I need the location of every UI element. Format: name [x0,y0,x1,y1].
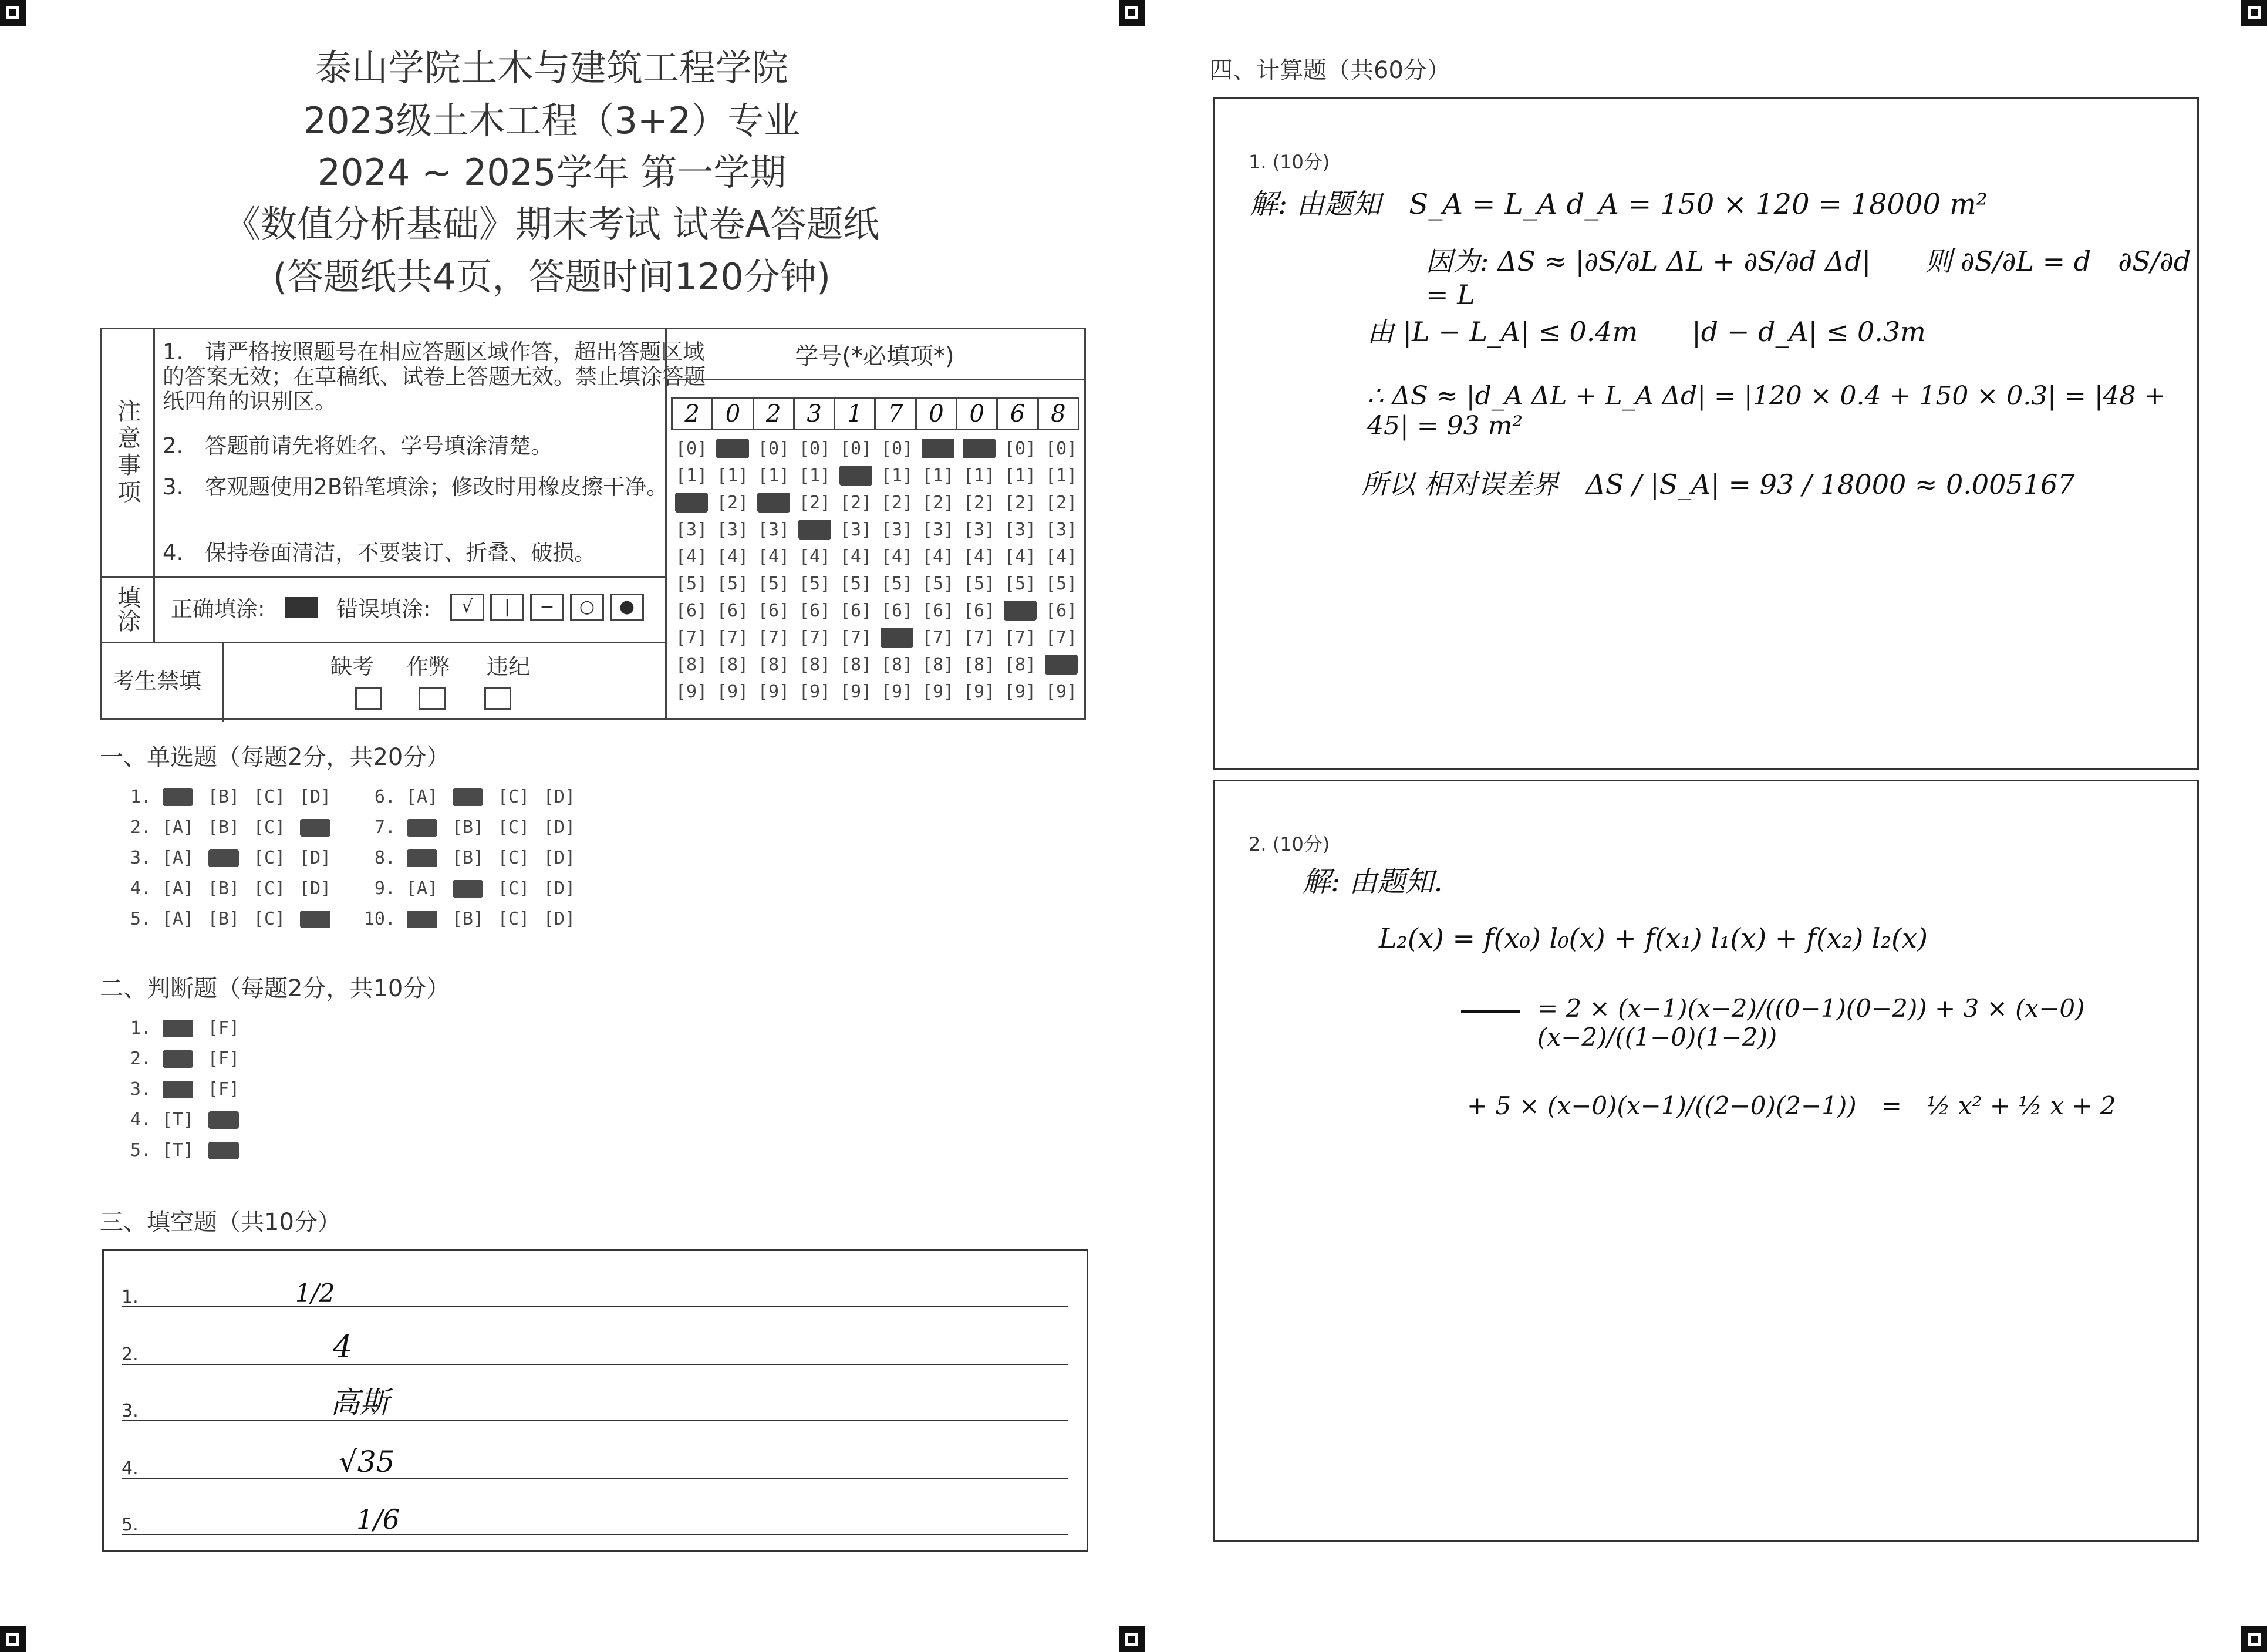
choice-option-b[interactable]: [B] [453,878,485,899]
student-id-bubble[interactable]: [6] [1004,600,1037,621]
student-id-bubble[interactable]: [4] [963,547,996,567]
choice-option-c[interactable]: [C] [253,848,286,868]
choice-question-num: 8. [374,848,396,868]
student-id-bubble-row [671,628,1082,655]
student-id-bubble[interactable]: [0] [1045,439,1078,459]
choice-question-num: 7. [374,817,396,838]
blank-2-answer[interactable]: 4 [333,1330,353,1365]
student-id-bubble[interactable]: [8] [757,655,790,675]
student-id-bubble-row [671,682,1082,709]
student-id-bubble[interactable]: [5] [1045,574,1078,594]
choice-option-c[interactable]: [C] [253,787,286,807]
forbid-cheat-box[interactable] [419,687,446,710]
judge-question [115,1110,247,1130]
student-id-bubble[interactable]: [8] [839,655,872,675]
wrong-fill-samples [450,594,644,621]
wrong-mark-dot: ● [610,594,644,621]
calc-question-1-box [1213,97,2199,770]
student-id-bubble[interactable]: [6] [675,601,708,621]
blank-4-answer[interactable]: √35 [339,1445,395,1479]
student-id-digit: 8 [1037,397,1079,430]
calc-q2-line-1: 解: 由题知. [1303,865,1443,898]
student-id-bubble-row [671,439,1082,466]
student-id-bubble[interactable]: [8] [1045,654,1078,675]
choice-option-d[interactable]: [D] [300,908,332,929]
student-id-bubble-row [671,547,1082,574]
calc-q2-line-3: = 2 × (x−1)(x−2)/((0−1)(0−2)) + 3 × (x−0)(x−2)/((1−0)(1−2)) [1537,994,2085,1051]
calc-q1-label: 1. (10分) [1249,151,1330,173]
student-id-bubble[interactable]: [5] [798,574,831,594]
student-id-bubble[interactable]: [4] [716,547,749,567]
choice-option-d[interactable]: [D] [299,878,332,899]
student-id-bubble[interactable]: [5] [757,574,790,594]
choice-option-c[interactable]: [C] [497,787,530,807]
corner-mark-bottom-center [1119,1626,1145,1652]
student-id-bubble[interactable]: [5] [839,574,872,594]
judge-option-t[interactable]: [T] [163,1048,195,1069]
choice-option-c[interactable]: [C] [497,909,530,929]
student-id-digit: 3 [793,397,835,430]
choice-question [115,909,338,929]
choice-option-d[interactable]: [D] [543,817,576,838]
student-id-bubble[interactable]: [9] [1045,682,1078,702]
choice-question [359,878,582,899]
section3-title: 三、填空题（共10分） [100,1209,341,1236]
choice-option-a[interactable]: [A] [161,878,194,899]
student-id-bubble[interactable]: [1] [716,466,749,486]
choice-question-num: 4. [130,878,151,899]
student-id-bubble[interactable]: [9] [716,682,749,702]
choice-option-d[interactable]: [D] [300,817,332,838]
student-id-bubble[interactable]: [5] [1004,574,1037,594]
section2-title: 二、判断题（每题2分，共10分） [100,975,450,1002]
calc-q2-line-4: + 5 × (x−0)(x−1)/((2−0)(2−1)) = ½ x² + ½ x + 2 [1467,1091,2116,1120]
blank-2-num: 2. [122,1344,139,1365]
corner-mark-bottom-right [2241,1626,2267,1652]
fill-label: 填涂 [113,585,141,632]
correct-fill-sample [285,597,318,618]
judge-option-t[interactable]: [T] [161,1140,194,1161]
choice-option-d[interactable]: [D] [543,909,576,929]
choice-option-b[interactable]: [B] [208,847,241,868]
student-id-bubble[interactable]: [4] [839,547,872,567]
student-id-bubble[interactable]: [2] [1004,493,1037,513]
student-id-bubble[interactable]: [9] [922,682,954,702]
student-id-bubble[interactable]: [3] [798,519,831,540]
judge-option-t[interactable]: [T] [163,1078,195,1100]
student-id-bubble[interactable]: [6] [1045,601,1078,621]
choice-question [115,848,338,868]
forbid-label: 考生禁填 [112,668,202,694]
student-id-bubble[interactable]: [4] [1045,547,1078,567]
student-id-bubble[interactable]: [2] [922,493,954,513]
student-id-bubble[interactable]: [0] [963,438,996,458]
student-id-bubble-row [671,520,1082,547]
student-id-bubbles [671,439,1082,709]
notice-item-2: 2. 答题前请先将姓名、学号填涂清楚。 [163,433,553,458]
choice-option-c[interactable]: [C] [497,878,530,899]
choice-option-a[interactable]: [A] [161,817,194,838]
header-term: 2024 ~ 2025学年 第一学期 [317,151,787,194]
student-id-digits [671,397,1079,430]
choice-question [115,787,338,807]
student-id-bubble[interactable]: [7] [881,627,913,648]
choice-option-a[interactable]: [A] [163,786,195,807]
blank-1-num: 1. [122,1287,139,1307]
blank-5-num: 5. [122,1515,139,1535]
corner-mark-top-right [2241,0,2267,26]
student-id-bubble[interactable]: [3] [963,520,996,540]
student-id-bubble[interactable]: [3] [716,520,749,540]
student-id-bubble[interactable]: [6] [798,601,831,621]
student-id-bubble[interactable]: [7] [757,628,790,648]
choice-question-num: 1. [130,787,151,807]
student-id-bubble[interactable]: [6] [757,601,790,621]
student-id-bubble[interactable]: [6] [963,601,996,621]
student-id-bubble[interactable]: [5] [716,574,749,594]
student-id-bubble[interactable]: [1] [881,466,913,486]
student-id-bubble[interactable]: [9] [757,682,790,702]
student-id-bubble[interactable]: [8] [1004,655,1037,675]
judge-question-num: 5. [130,1140,151,1161]
student-id-bubble[interactable]: [0] [922,438,954,458]
notice-item-3: 3. 客观题使用2B铅笔填涂；修改时用橡皮擦干净。 [163,474,669,500]
choice-option-c[interactable]: [C] [253,817,286,838]
wrong-mark-check: √ [450,594,484,621]
student-id-bubble[interactable]: [9] [675,682,708,702]
student-id-bubble[interactable]: [7] [1004,628,1037,648]
header-major: 2023级土木工程（3+2）专业 [303,99,801,142]
student-id-bubble[interactable]: [6] [716,601,749,621]
choice-question [359,909,582,929]
choice-option-c[interactable]: [C] [253,909,286,929]
blank-4-num: 4. [122,1458,139,1479]
student-id-bubble[interactable]: [7] [798,628,831,648]
judge-option-f[interactable]: [F] [208,1139,241,1161]
choice-option-b[interactable]: [B] [453,786,485,807]
student-id-bubble[interactable]: [0] [881,439,913,459]
calc-q1-line-4: ∴ ΔS ≈ |d_A ΔL + L_A Δd| = |120 × 0.4 + 150 × 0.3| = |48 + 45| = 93 m² [1367,381,2166,441]
student-id-bubble[interactable]: [4] [675,547,708,567]
choice-option-a[interactable]: [A] [407,908,439,929]
notice-panel [100,328,1086,720]
student-id-bubble[interactable]: [9] [798,682,831,702]
blank-3-num: 3. [122,1401,139,1421]
student-id-bubble[interactable]: [0] [839,439,872,459]
choice-option-a[interactable]: [A] [161,909,194,929]
fill-blank-box [102,1249,1088,1552]
choice-question [359,848,582,868]
student-id-bubble[interactable]: [5] [922,574,954,594]
choice-question-num: 10. [363,909,396,929]
judge-option-f[interactable]: [F] [208,1109,241,1130]
judge-option-t[interactable]: [T] [161,1110,194,1130]
student-id-bubble[interactable]: [4] [798,547,831,567]
student-id-bubble-row [671,655,1082,682]
judge-question-num: 4. [130,1110,151,1130]
choice-question [359,787,582,807]
calc-q2-label: 2. (10分) [1249,833,1330,855]
student-id-bubble[interactable]: [9] [963,682,996,702]
student-id-bubble[interactable]: [7] [1045,628,1078,648]
wrong-mark-dash: − [530,594,564,621]
student-id-digit: 0 [711,397,754,430]
choice-option-a[interactable]: [A] [161,848,194,868]
student-id-digit: 7 [874,397,916,430]
student-id-bubble[interactable]: [8] [798,655,831,675]
judge-question [115,1018,247,1039]
student-id-bubble[interactable]: [7] [922,628,954,648]
judge-option-f[interactable]: [F] [207,1048,240,1069]
judge-question-num: 2. [130,1048,151,1069]
student-id-label: 学号(*必填项*) [795,343,954,370]
student-id-bubble[interactable]: [3] [922,520,954,540]
student-id-bubble[interactable]: [0] [675,439,708,459]
calc-q1-line-3: 由 |L − L_A| ≤ 0.4m |d − d_A| ≤ 0.3m [1367,316,1926,348]
choice-option-d[interactable]: [D] [543,787,576,807]
student-id-bubble[interactable]: [9] [881,682,913,702]
student-id-bubble[interactable]: [2] [1045,493,1078,513]
forbid-absent-label: 缺考 [330,654,374,679]
student-id-bubble[interactable]: [8] [881,655,913,675]
student-id-bubble[interactable]: [0] [798,439,831,459]
judge-question-num: 1. [130,1018,151,1039]
student-id-bubble[interactable]: [9] [1004,682,1037,702]
student-id-bubble[interactable]: [7] [675,628,708,648]
student-id-bubble[interactable]: [7] [716,628,749,648]
choice-option-b[interactable]: [B] [207,878,240,899]
header-exam-title: 《数值分析基础》期末考试 试卷A答题纸 [224,203,880,245]
calc-q1-line-5: 所以 相对误差界 ΔS / |S_A| = 93 / 18000 ≈ 0.005167 [1361,468,2075,500]
student-id-bubble[interactable]: [2] [963,493,996,513]
student-id-digit: 1 [834,397,876,430]
notice-item-1: 1. 请严格按照题号在相应答题区域作答，超出答题区域的答案无效；在草稿纸、试卷上答题无效。禁止填涂答题纸四角的识别区。 [163,339,706,414]
forbid-violation-box[interactable] [484,687,511,710]
student-id-bubble[interactable]: [8] [963,655,996,675]
blank-3-answer[interactable]: 高斯 [330,1385,389,1420]
choice-option-b[interactable]: [B] [451,848,484,868]
student-id-bubble-row [671,466,1082,493]
choice-option-d[interactable]: [D] [543,878,576,899]
choice-question-num: 5. [130,909,151,929]
choice-option-a[interactable]: [A] [406,878,438,899]
student-id-bubble[interactable]: [6] [881,601,913,621]
student-id-bubble[interactable]: [1] [922,466,954,486]
judge-option-f[interactable]: [F] [207,1018,240,1039]
choice-question-num: 2. [130,817,151,838]
student-id-bubble[interactable]: [2] [881,493,913,513]
student-id-bubble[interactable]: [3] [881,520,913,540]
blank-1-answer[interactable]: 1/2 [295,1279,335,1307]
student-id-bubble[interactable]: [2] [798,493,831,513]
student-id-bubble[interactable]: [4] [757,547,790,567]
student-id-bubble[interactable]: [5] [963,574,996,594]
corner-mark-top-left [0,0,26,26]
student-id-bubble[interactable]: [9] [839,682,872,702]
student-id-bubble[interactable]: [1] [1045,466,1078,486]
section1-title: 一、单选题（每题2分，共20分） [100,744,450,771]
student-id-bubble[interactable]: [0] [716,438,749,458]
student-id-bubble-row [671,493,1082,520]
choice-option-a[interactable]: [A] [407,817,439,838]
judge-question-num: 3. [130,1079,151,1100]
choice-option-b[interactable]: [B] [451,909,484,929]
blank-5-answer[interactable]: 1/6 [356,1503,400,1535]
calc-q1-line-2: 因为: ΔS ≈ |∂S/∂L ΔL + ∂S/∂d Δd| 则 ∂S/∂L = d ∂S/∂d = L [1426,245,2191,311]
wrong-mark-circle: ○ [570,594,604,621]
student-id-bubble[interactable]: [0] [1004,439,1037,459]
wrong-fill-label: 错误填涂: [336,596,431,622]
choice-question-num: 6. [374,787,396,807]
choice-question [115,817,338,838]
student-id-digit: 0 [915,397,957,430]
student-id-bubble[interactable]: [3] [757,520,790,540]
judge-option-t[interactable]: [T] [163,1017,195,1039]
student-id-bubble[interactable]: [8] [675,655,708,675]
student-id-bubble[interactable]: [1] [675,466,708,486]
choice-question [359,817,582,838]
choice-option-d[interactable]: [D] [543,848,576,868]
header-note: (答题纸共4页，答题时间120分钟) [272,255,831,298]
student-id-bubble[interactable]: [7] [963,628,996,648]
choice-option-b[interactable]: [B] [207,787,240,807]
student-id-bubble[interactable]: [3] [1045,520,1078,540]
choice-question-num: 9. [374,878,396,899]
student-id-bubble-row [671,601,1082,628]
student-id-bubble[interactable]: [4] [922,547,954,567]
student-id-bubble[interactable]: [3] [839,520,872,540]
notice-item-4: 4. 保持卷面清洁，不要装订、折叠、破损。 [163,540,596,565]
choice-option-c[interactable]: [C] [497,848,530,868]
student-id-bubble[interactable]: [0] [757,439,790,459]
student-id-digit: 0 [956,397,998,430]
choice-option-b[interactable]: [B] [451,817,484,838]
student-id-bubble[interactable]: [5] [675,574,708,594]
choice-option-d[interactable]: [D] [299,787,332,807]
student-id-bubble[interactable]: [6] [922,601,954,621]
correct-fill-label: 正确填涂: [171,596,265,622]
forbid-absent-box[interactable] [355,687,382,710]
calc-question-2-box [1213,780,2199,1542]
choice-question [115,878,338,899]
student-id-bubble[interactable]: [1] [798,466,831,486]
calc-q1-line-1: 解: 由题知 S_A = L_A d_A = 150 × 120 = 18000 m² [1250,188,1988,221]
judge-option-f[interactable]: [F] [207,1079,240,1100]
choice-option-c[interactable]: [C] [497,817,530,838]
student-id-digit: 6 [996,397,1038,430]
student-id-bubble[interactable]: [7] [839,628,872,648]
choice-option-d[interactable]: [D] [299,848,332,868]
student-id-bubble[interactable]: [8] [922,655,954,675]
student-id-bubble-row [671,574,1082,601]
student-id-bubble[interactable]: [5] [881,574,913,594]
student-id-bubble[interactable]: [1] [839,465,872,486]
header-school: 泰山学院土木与建筑工程学院 [315,46,788,89]
corner-mark-top-center [1119,0,1145,26]
notice-label: 注意事项 [113,399,141,507]
student-id-bubble[interactable]: [2] [675,492,708,513]
student-id-bubble[interactable]: [3] [675,520,708,540]
student-id-bubble[interactable]: [4] [881,547,913,567]
calc-q2-line-2: L₂(x) = f(x₀) l₀(x) + f(x₁) l₁(x) + f(x₂) l₂(x) [1379,922,1928,954]
student-id-bubble[interactable]: [6] [839,601,872,621]
choice-option-c[interactable]: [C] [253,878,286,899]
choice-question-num: 3. [130,848,151,868]
section4-title: 四、计算题（共60分） [1209,57,1450,84]
student-id-bubble[interactable]: [1] [1004,466,1037,486]
student-id-bubble[interactable]: [2] [757,492,790,513]
corner-mark-bottom-left [0,1626,26,1652]
forbid-violation-label: 违纪 [487,654,530,679]
choice-option-b[interactable]: [B] [207,909,240,929]
student-id-bubble[interactable]: [4] [1004,547,1037,567]
strike-mark [1461,1010,1520,1013]
student-id-bubble[interactable]: [2] [716,493,749,513]
choice-option-b[interactable]: [B] [207,817,240,838]
student-id-digit: 2 [753,397,795,430]
choice-option-a[interactable]: [A] [406,787,438,807]
student-id-bubble[interactable]: [8] [716,655,749,675]
wrong-mark-bar: | [490,594,524,621]
student-id-bubble[interactable]: [1] [757,466,790,486]
forbid-cheat-label: 作弊 [407,654,450,679]
student-id-bubble[interactable]: [3] [1004,520,1037,540]
choice-option-a[interactable]: [A] [407,847,439,868]
judge-question [115,1048,247,1069]
judge-question [115,1079,247,1100]
student-id-bubble[interactable]: [1] [963,466,996,486]
student-id-bubble[interactable]: [2] [839,493,872,513]
judge-question [115,1140,247,1161]
student-id-digit: 2 [671,397,713,430]
